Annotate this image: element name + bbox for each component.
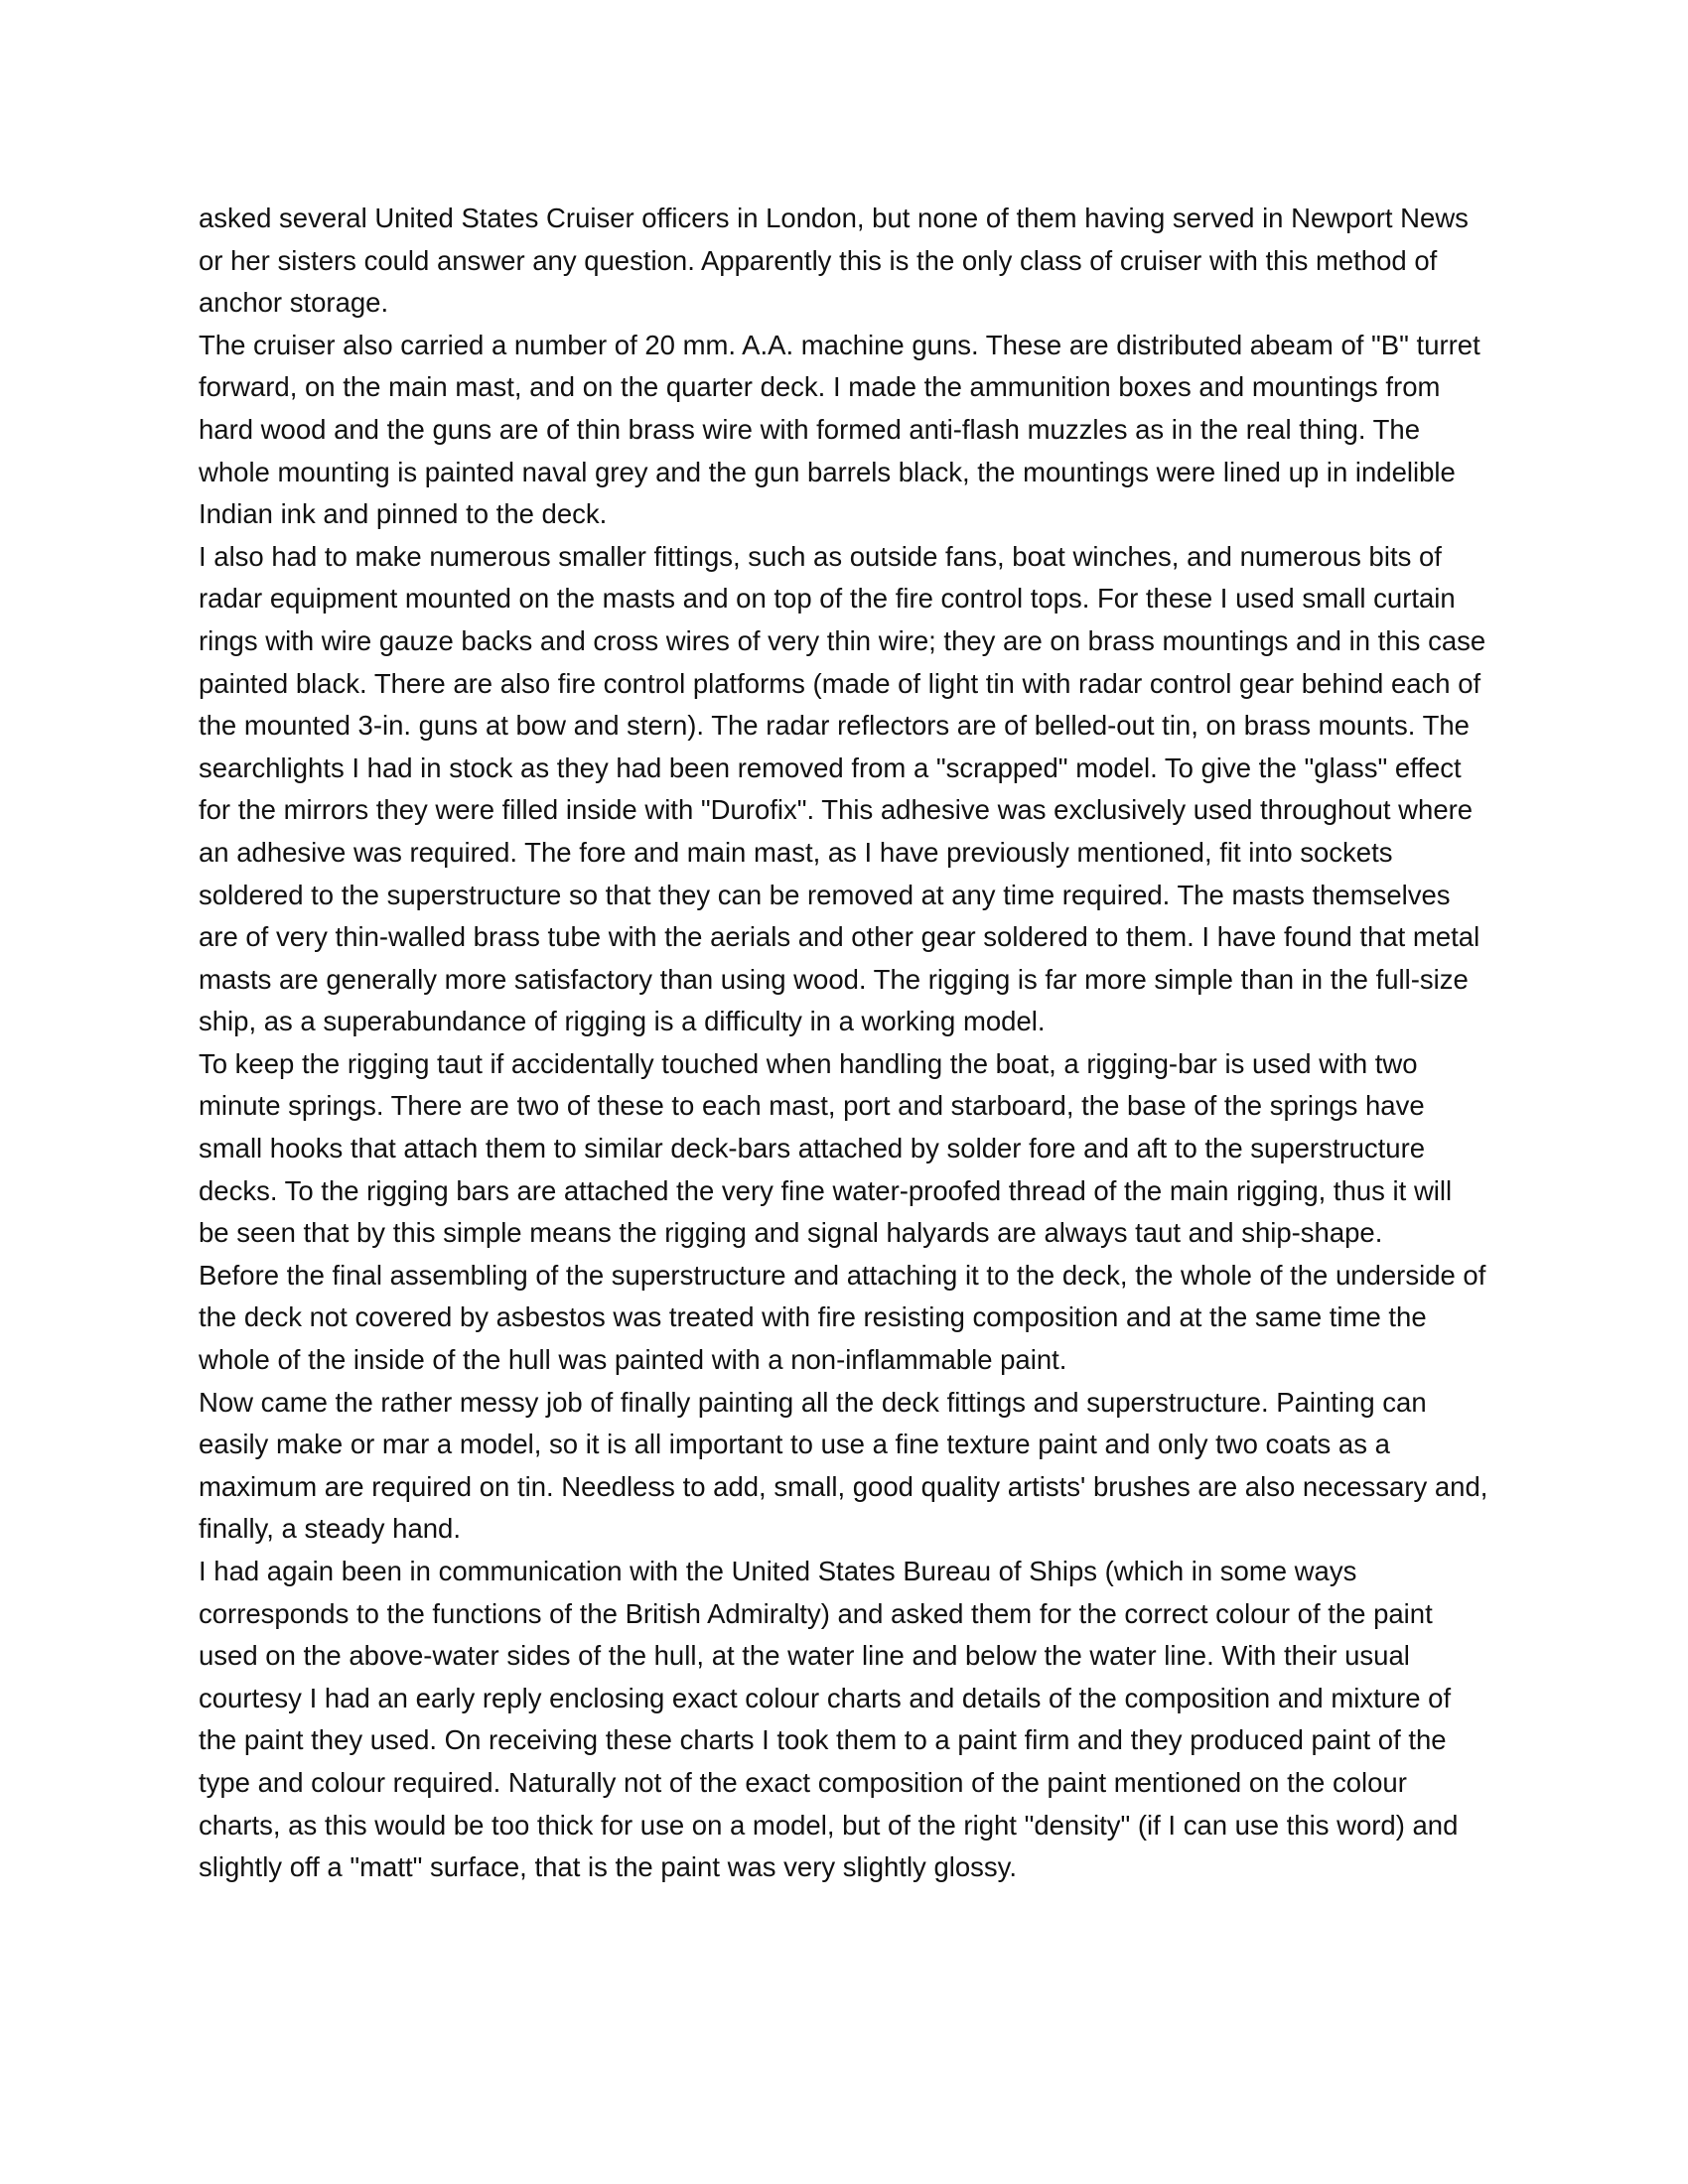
paragraph-anchor-storage: asked several United States Cruiser officers in London, but none of them having served in Newport News or her sisters could answer any question. Apparently this is the only class of cruiser with this method of anchor storage.	[199, 203, 1469, 319]
paragraph-rigging-bar: To keep the rigging taut if accidentally touched when handling the boat, a rigging-bar is used with two minute springs. There are two of these to each mast, port and starboard, the base of the springs have small hooks that attach them to similar deck-bars attached by solder fore and aft to the superstructure decks. To the rigging bars are attached the very fine water-proofed thread of the main rigging, thus it will be seen that by this simple means the rigging and signal halyards are always taut and ship-shape.	[199, 1047, 1453, 1249]
body-text	[199, 198, 1489, 1889]
paragraph-fire-resisting: Before the final assembling of the superstructure and attaching it to the deck, the whole of the underside of the deck not covered by asbestos was treated with fire resisting composition and at the same time the whole of the inside of the hull was painted with a non-inflammable paint.	[199, 1259, 1486, 1376]
paragraph-machine-guns: The cruiser also carried a number of 20 mm. A.A. machine guns. These are distributed abeam of "B" turret forward, on the main mast, and on the quarter deck. I made the ammunition boxes and mountings from hard wood and the guns are of thin brass wire with formed anti-flash muzzles as in the real thing. The whole mounting is painted naval grey and the gun barrels black, the mountings were lined up in indelible Indian ink and pinned to the deck.	[199, 329, 1480, 530]
paragraph-smaller-fittings: I also had to make numerous smaller fittings, such as outside fans, boat winches, and numerous bits of radar equipment mounted on the masts and on top of the fire control tops. For these I used small curtain rings with wire gauze backs and cross wires of very thin wire; they are on brass mountings and in this case painted black. There are also fire control platforms (made of light tin with radar control gear behind each of the mounted 3-in. guns at bow and stern). The radar reflectors are of belled-out tin, on brass mounts. The searchlights I had in stock as they had been removed from a "scrapped" model. To give the "glass" effect for the mirrors they were filled inside with "Durofix". This adhesive was exclusively used throughout where an adhesive was required. The fore and main mast, as I have previously mentioned, fit into sockets soldered to the superstructure so that they can be removed at any time required. The masts themselves are of very thin-walled brass tube with the aerials and other gear soldered to them. I have found that metal masts are generally more satisfactory than using wood. The rigging is far more simple than in the full-size ship, as a superabundance of rigging is a difficulty in a working model.	[199, 540, 1486, 1037]
paragraph-painting: Now came the rather messy job of finally painting all the deck fittings and superstructure. Painting can easily make or mar a model, so it is all important to use a fine texture paint and only two coats as a maximum are required on tin. Needless to add, small, good quality artists' brushes are also necessary and, finally, a steady hand.	[199, 1386, 1488, 1545]
paragraph-bureau-of-ships: I had again been in communication with the United States Bureau of Ships (which in some ways corresponds to the functions of the British Admiralty) and asked them for the correct colour of the paint used on the above-water sides of the hull, at the water line and below the water line. With their usual courtesy I had an early reply enclosing exact colour charts and details of the composition and mixture of the paint they used. On receiving these charts I took them to a paint firm and they produced paint of the type and colour required. Naturally not of the exact composition of the paint mentioned on the colour charts, as this would be too thick for use on a model, but of the right "density" (if I can use this word) and slightly off a "matt" surface, that is the paint was very slightly glossy.	[199, 1556, 1459, 1883]
